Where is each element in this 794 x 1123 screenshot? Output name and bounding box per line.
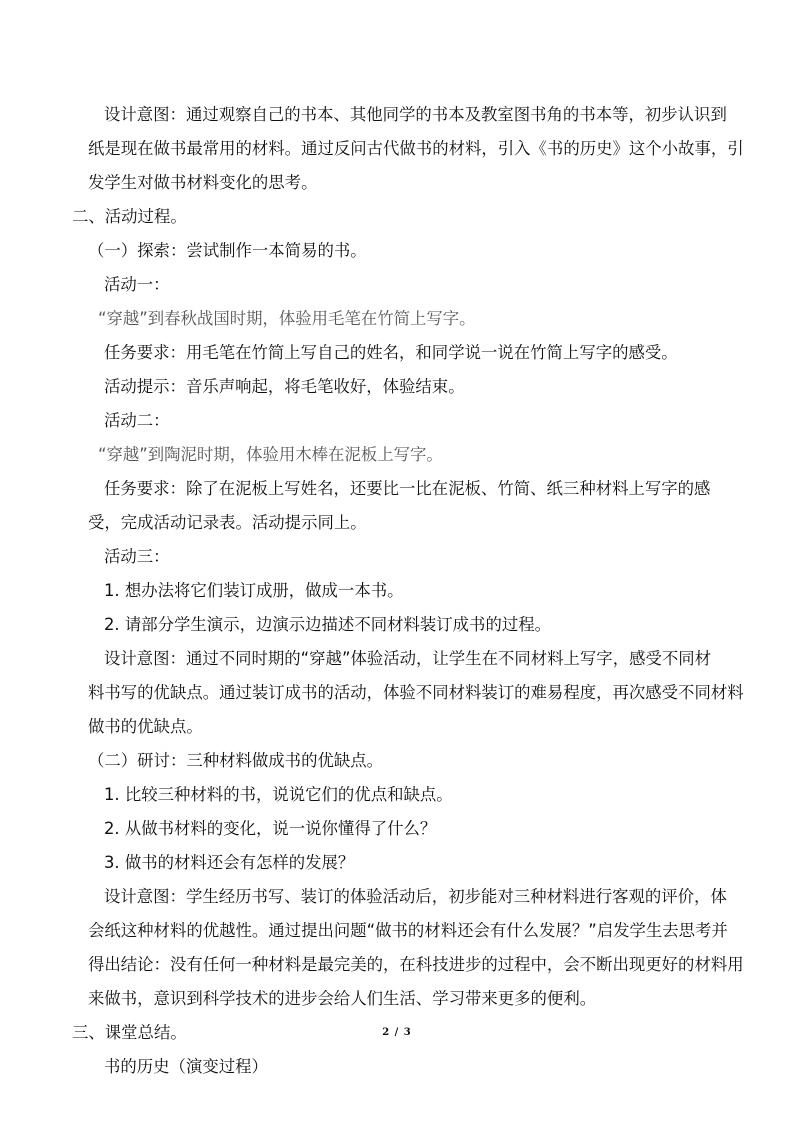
activity-one-hint: 活动提示：音乐声响起，将毛笔收好，体验结束。: [104, 377, 465, 396]
page-number: 2 / 3: [382, 1027, 412, 1038]
design-intent-paragraph-2-line-2: 料书写的优缺点。通过装订成书的活动，体验不同材料装订的难易程度，再次感受不同材料: [88, 683, 744, 702]
activity-two-task-line-2: 受，完成活动记录表。活动提示同上。: [88, 513, 367, 532]
activity-one-heading: 活动一：: [104, 275, 170, 294]
subsection-heading-explore: （一）探索：尝试制作一本简易的书。: [88, 241, 367, 260]
design-intent-paragraph-2-line-3: 做书的优缺点。: [88, 717, 203, 736]
subsection-heading-discuss: （二）研讨：三种材料做成书的优缺点。: [88, 751, 384, 770]
activity-three-step-1: 1. 想办法将它们装订成册，做成一本书。: [104, 581, 404, 600]
activity-one-description: “穿越”到春秋战国时期，体验用毛笔在竹简上写字。: [98, 309, 476, 328]
design-intent-paragraph-3-line-4: 来做书，意识到科学技术的进步会给人们生活、学习带来更多的便利。: [88, 989, 597, 1008]
summary-book-history: 书的历史（演变过程）: [104, 1057, 268, 1076]
activity-two-heading: 活动二：: [104, 411, 170, 430]
document-body: [72, 103, 744, 1079]
activity-two-task-line-1: 任务要求：除了在泥板上写姓名，还要比一比在泥板、竹简、纸三种材料上写字的感: [104, 479, 711, 498]
activity-two-description: “穿越”到陶泥时期，体验用木棒在泥板上写字。: [98, 445, 443, 464]
discuss-question-2: 2. 从做书材料的变化，说一说你懂得了什么？: [104, 819, 437, 838]
discuss-question-3: 3. 做书的材料还会有怎样的发展？: [104, 853, 355, 872]
activity-three-heading: 活动三：: [104, 547, 170, 566]
activity-three-step-2: 2. 请部分学生演示，边演示边描述不同材料装订成书的过程。: [104, 615, 552, 634]
design-intent-paragraph-1-line-1: 设计意图：通过观察自己的书本、其他同学的书本及教室图书角的书本等，初步认识到: [104, 105, 727, 124]
design-intent-paragraph-1-line-2: 纸是现在做书最常用的材料。通过反问古代做书的材料，引入《书的历史》这个小故事，引: [88, 139, 744, 158]
design-intent-paragraph-3-line-3: 得出结论：没有任何一种材料是最完美的，在科技进步的过程中，会不断出现更好的材料用: [88, 955, 744, 974]
section-heading-summary: 三、课堂总结。: [72, 1023, 187, 1042]
design-intent-paragraph-1-line-3: 发学生对做书材料变化的思考。: [88, 173, 318, 192]
discuss-question-1: 1. 比较三种材料的书，说说它们的优点和缺点。: [104, 785, 453, 804]
activity-one-task: 任务要求：用毛笔在竹简上写自己的姓名，和同学说一说在竹简上写字的感受。: [104, 343, 678, 362]
design-intent-paragraph-3-line-1: 设计意图：学生经历书写、装订的体验活动后，初步能对三种材料进行客观的评价，体: [104, 887, 727, 906]
section-heading-activity-process: 二、活动过程。: [72, 207, 187, 226]
design-intent-paragraph-3-line-2: 会纸这种材料的优越性。通过提出问题“做书的材料还会有什么发展？”启发学生去思考并: [88, 921, 728, 940]
design-intent-paragraph-2-line-1: 设计意图：通过不同时期的“穿越”体验活动，让学生在不同材料上写字，感受不同材: [104, 649, 712, 668]
